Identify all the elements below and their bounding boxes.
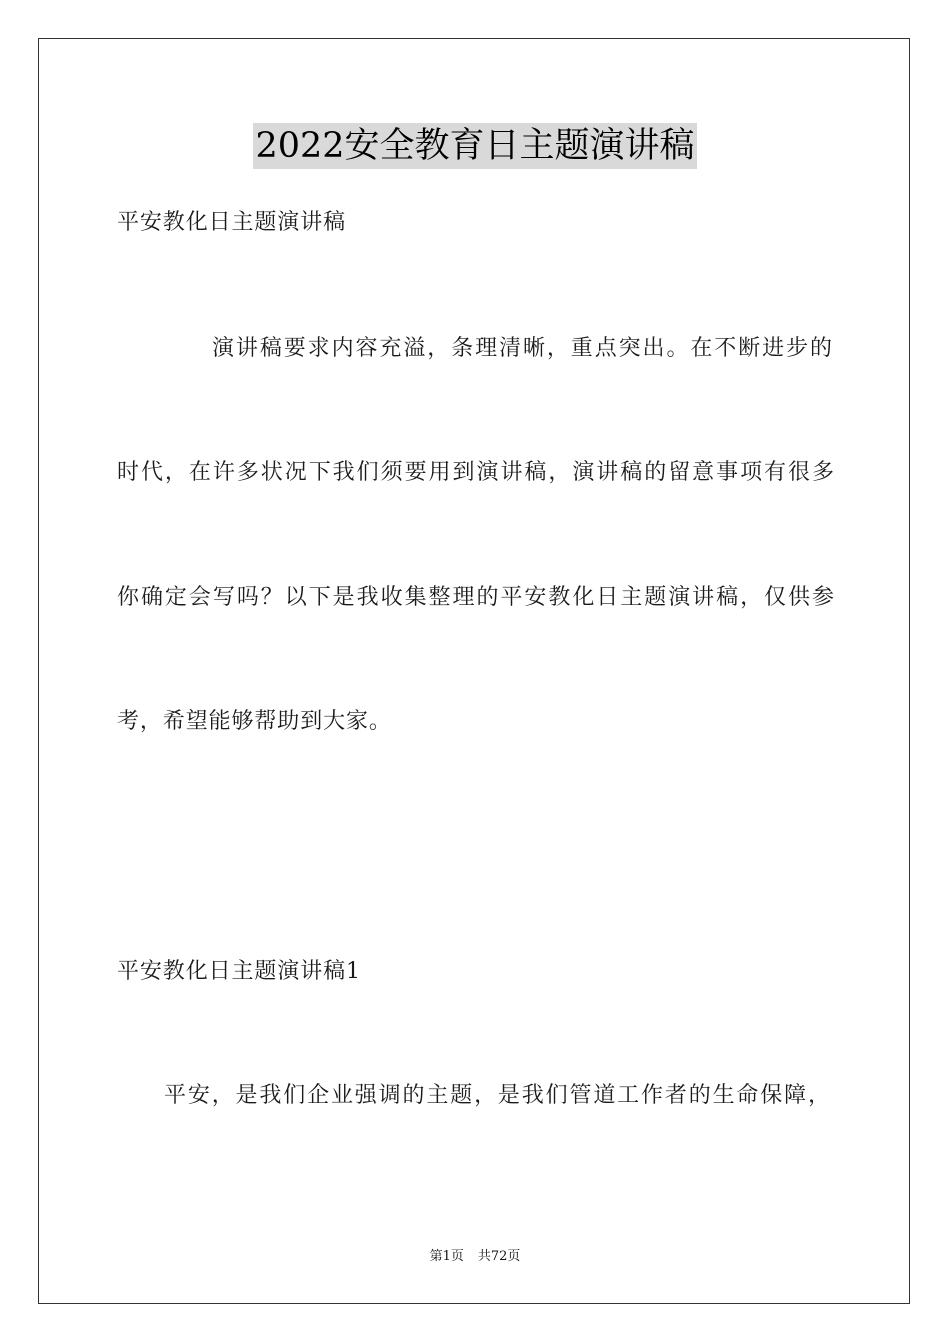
intro-line-1: 演讲稿要求内容充溢，条理清晰，重点突出。在不断进步的 [212, 336, 832, 361]
section-heading: 平安教化日主题演讲稿1 [117, 959, 361, 984]
page-total: 共72页 [477, 1249, 521, 1264]
body-line-1: 平安，是我们企业强调的主题，是我们管道工作者的生命保障， [164, 1083, 830, 1108]
intro-line-4: 考，希望能够帮助到大家。 [117, 709, 392, 734]
intro-line-3: 你确定会写吗？以下是我收集整理的平安教化日主题演讲稿，仅供参 [117, 585, 834, 610]
page-footer [0, 1248, 950, 1266]
intro-line-2: 时代，在许多状况下我们须要用到演讲稿，演讲稿的留意事项有很多 [117, 460, 834, 485]
document-title: 2022安全教育日主题演讲稿 [253, 123, 696, 169]
title-container [0, 123, 950, 169]
page-number: 第1页 [429, 1249, 464, 1264]
document-subtitle: 平安教化日主题演讲稿 [117, 210, 347, 235]
